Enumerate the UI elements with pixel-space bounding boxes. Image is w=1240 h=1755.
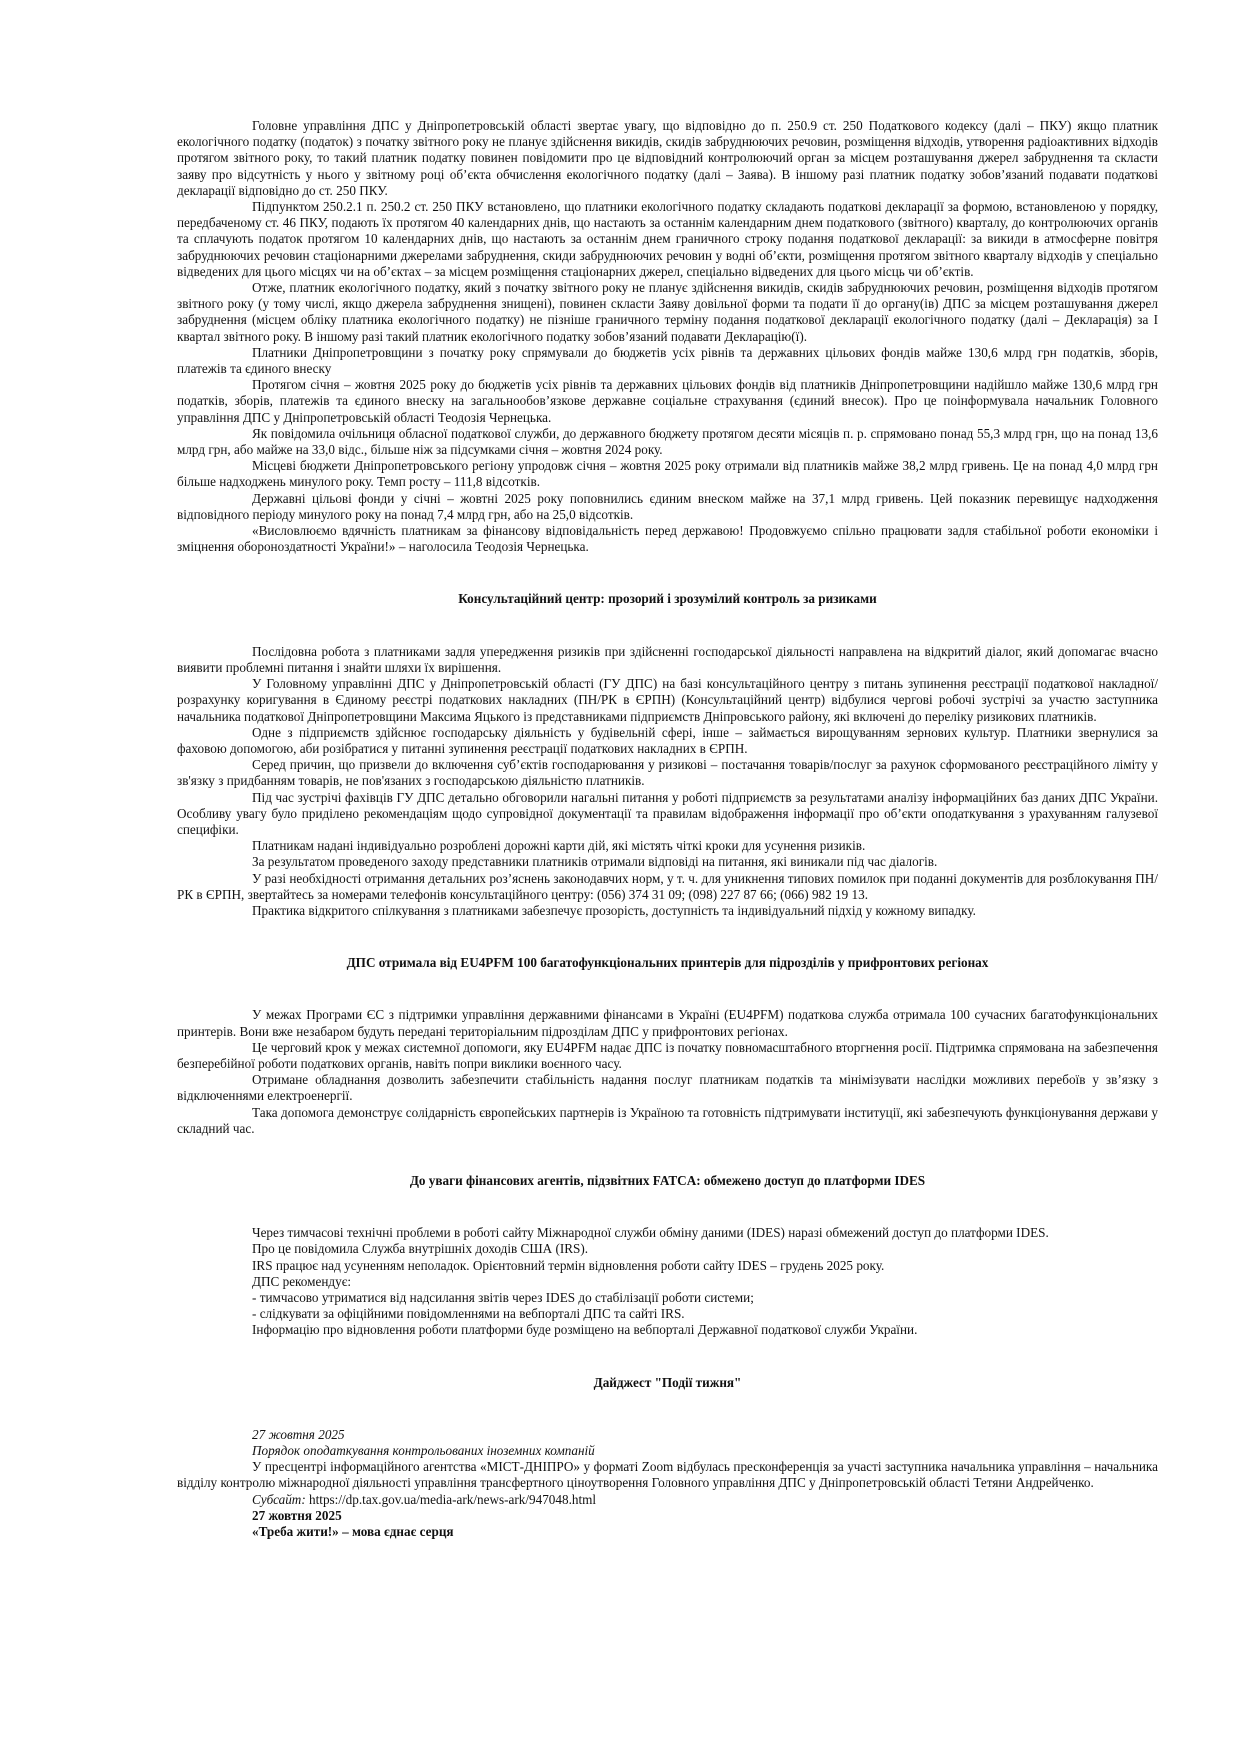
paragraph: Як повідомила очільниця обласної податкової служби, до державного бюджету протягом десяти місяців п. р. спрямовано понад 55,3 млрд грн, що на понад 13,6 млрд грн, або майже на 33,0 відс., більше ніж за підсумками січня – жовтня 2024 року. (177, 425, 1158, 458)
paragraph: Серед причин, що призвели до включення суб’єктів господарювання у ризикові – постачання товарів/послуг за рахунок сформованого реєстраційного ліміту у зв'язку з придбанням товарів, не пов'язаних з господарською діяльністю платників. (177, 757, 1158, 789)
source-label: Субсайт: (252, 1491, 306, 1507)
paragraph: Це черговий крок у межах системної допомоги, яку EU4PFM надає ДПС із початку повномасштабного вторгнення росії. Підтримка спрямована на забезпечення безперебійної роботи податкових органів, навіть попри виклики воєнного часу. (177, 1039, 1158, 1071)
paragraph: «Висловлюємо вдячність платникам за фінансову відповідальність перед державою! Продовжуємо спільно працювати задля стабільної роботи економіки і зміцнення обороноздатності України!» – наголосила Теодозія Чернецька. (177, 523, 1158, 555)
text-line: Про це повідомила Служба внутрішніх доходів США (IRS). (252, 1241, 589, 1257)
list-item: - тимчасово утриматися від надсилання звітів через IDES до стабілізації роботи системи; (252, 1289, 754, 1305)
spacer (177, 919, 1158, 955)
spacer (177, 1339, 1158, 1375)
paragraph: Послідовна робота з платниками задля упередження ризиків при здійсненні господарської діяльності направлена на відкритий діалог, який допомагає вчасно виявити проблемні питання і знайти шляхи їх вирішення. (177, 643, 1158, 675)
paragraph: За результатом проведеного заходу представники платників отримали відповіді на питання, які виникали під час діалогів. (252, 854, 938, 870)
list-item: - слідкувати за офіційними повідомленнями на вебпорталі ДПС та сайті IRS. (252, 1306, 685, 1322)
paragraph: Державні цільові фонди у січні – жовтні 2025 року поповнились єдиним внеском майже на 37,1 млрд гривень. Цей показник перевищує надходження відповідного періоду минулого року на понад 7,4 млрд грн, або на 25,0 відсотків. (177, 490, 1158, 522)
consult-section (177, 644, 1158, 919)
paragraph: Підпунктом 250.2.1 п. 250.2 ст. 250 ПКУ встановлено, що платники екологічного податку складають податкові декларації за формою, встановленою у порядку, передбаченому ст. 46 ПКУ, подають їх протягом 40 календарних днів, що настають за останнім календарним днем податкового (звітного) кварталу, до контролюючих органів та сплачують податок протягом 10 календарних днів, що настають за останнім днем граничного строку подання податкової декларації: за викиди в атмосферне повітря забруднюючих речовин стаціонарними джерелами забруднення, скиди забруднюючих речовин у водні об’єкти, розміщення протягом звітного кварталу відходів у спеціально відведених для цього місцях чи на об’єктах – за місцем розміщення стаціонарних джерел, спеціально відведених для цього місць чи об’єктів. (177, 199, 1158, 279)
spacer (177, 1137, 1158, 1173)
text-line: Через тимчасові технічні проблеми в роботі сайту Міжнародної служби обміну даними (IDES) наразі обмежений доступ до платформи IDES. (252, 1225, 1049, 1241)
paragraph: Головне управління ДПС у Дніпропетровській області звертає увагу, що відповідно до п. 250.9 ст. 250 Податкового кодексу (далі – ПКУ) якщо платник екологічного податку (податок) з початку звітного року не планує здійснення викидів, скидів забруднюючих речовин, розміщення відходів, утворення радіоактивних відходів протягом звітного року, то такий платник податку повинен повідомити про це відповідний контролюючий орган за місцем розташування джерел забруднення та скласти заяву про відсутність у нього у звітному році об’єкта обчислення екологічного податку (далі – Заява). В іншому разі платник податку зобов’язаний подавати податкові декларації відповідно до ст. 250 ПКУ. (177, 118, 1158, 198)
digest-date: 27 жовтня 2025 (252, 1426, 345, 1442)
paragraph: У Головному управлінні ДПС у Дніпропетровській області (ГУ ДПС) на базі консультаційного центру з питань зупинення реєстрації податкової накладної/розрахунку коригування в Єдиному реєстрі податкових накладних (ПН/РК в ЄРПН) (Консультаційний центр) відбулися чергові робочі зустрічі за участю заступника начальника податкової Дніпропетровщини Максима Яцького із представниками підприємств Дніпровського району, які включені до переліку ризикових платників. (177, 676, 1158, 724)
paragraph: Платникам надані індивідуально розроблені дорожні карти дій, які містять чіткі кроки для усунення ризиків. (252, 838, 866, 854)
section-heading-digest: Дайджест "Події тижня" (593, 1374, 742, 1390)
section-heading-printers: ДПС отримала від EU4PFM 100 багатофункціональних принтерів для підрозділів у прифронтових регіонах (346, 955, 989, 971)
source-link[interactable]: https://dp.tax.gov.ua/media-ark/news-ark/947048.html (309, 1491, 597, 1507)
spacer (177, 1391, 1158, 1427)
paragraph: У межах Програми ЄС з підтримки управління державними фінансами в Україні (EU4PFM) податкова служба отримала 100 сучасних багатофункціональних принтерів. Вони вже незабаром будуть передані територіальним підрозділам ДПС у прифронтових регіонах. (177, 1007, 1158, 1039)
printers-section (177, 1007, 1158, 1137)
spacer (177, 1189, 1158, 1225)
fatca-section (177, 1225, 1158, 1338)
digest-subtitle: Порядок оподаткування контрольованих іноземних компаній (252, 1443, 595, 1458)
text-line: ДПС рекомендує: (252, 1273, 352, 1289)
digest-source (177, 1492, 1158, 1508)
paragraph: Практика відкритого спілкування з платниками забезпечує прозорість, доступність та індивідуальний підхід у кожному випадку. (252, 902, 976, 918)
digest-body: У пресцентрі інформаційного агентства «МІСТ-ДНІПРО» у форматі Zoom відбулась пресконференція за участі заступника начальника управління – начальника відділу контролю міжнародної діяльності управління трансфертного ціноутворення Головного управління ДПС у Дніпропетровській області Тетяни Андрейченко. (177, 1459, 1158, 1491)
paragraph: Платники Дніпропетровщини з початку року спрямували до бюджетів усіх рівнів та державних цільових фондів майже 130,6 млрд грн податків, зборів, платежів та єдиного внеску (177, 344, 1158, 377)
text-line: IRS працює над усуненням неполадок. Орієнтовний термін відновлення роботи сайту IDES – грудень 2025 року. (252, 1257, 885, 1273)
paragraph: Протягом січня – жовтня 2025 року до бюджетів усіх рівнів та державних цільових фондів від платників Дніпропетровщини надійшло майже 130,6 млрд грн податків, зборів, платежів та єдиного внеску на загальнообов’язкове державне соціальне страхування (єдиний внесок). Про це поінформувала начальник Головного управління ДПС у Дніпропетровській області Теодозія Чернецька. (177, 377, 1158, 425)
paragraph: У разі необхідності отримання детальних роз’яснень законодавчих норм, у т. ч. для уникнення типових помилок при поданні документів для розблокування ПН/РК в ЄРПН, звертайтесь за номерами телефонів консультаційного центру: (056) 374 31 09; (098) 227 87 66; (066) 982 19 13. (177, 870, 1158, 902)
document-page (177, 118, 1158, 1540)
paragraph: Отримане обладнання дозволить забезпечити стабільність надання послуг платникам податків та мінімізувати наслідки можливих перебоїв у зв’язку з відключеннями електроенергії. (177, 1072, 1158, 1104)
paragraph: Місцеві бюджети Дніпропетровського регіону упродовж січня – жовтня 2025 року отримали від платників майже 38,2 млрд гривень. Це на понад 4,0 млрд грн більше надходжень минулого року. Темп росту – 111,8 відсотків. (177, 458, 1158, 490)
section-heading-fatca: До уваги фінансових агентів, підзвітних FATCA: обмежено доступ до платформи IDES (409, 1172, 926, 1188)
paragraph: Така допомога демонструє солідарність європейських партнерів із Україною та готовність підтримувати інституції, які забезпечують функціонування держави у складний час. (177, 1104, 1158, 1136)
section-heading-consult-center: Консультаційний центр: прозорий і зрозумілий контроль за ризиками (458, 591, 877, 607)
paragraph: Одне з підприємств здійснює господарську діяльність у будівельній сфері, інше – займається вирощуванням зернових культур. Платники звернулися за фаховою допомогою, аби розібратися у питанні зупинення реєстрації податкових накладних в ЄРПН. (177, 724, 1158, 756)
digest-section (177, 1427, 1158, 1540)
paragraph: Під час зустрічі фахівців ГУ ДПС детально обговорили нагальні питання у роботі підприємств за результатами аналізу інформаційних баз даних ДПС України. Особливу увагу було приділено рекомендаціям щодо супровідної документації та правилам відображення інформації про об’єкти оподаткування з урахуванням галузевої специфіки. (177, 789, 1158, 837)
spacer (177, 971, 1158, 1007)
digest-title: «Треба жити!» – мова єднає серця (252, 1524, 454, 1540)
spacer (177, 608, 1158, 644)
spacer (177, 555, 1158, 591)
digest-date: 27 жовтня 2025 (252, 1507, 342, 1523)
intro-section (177, 118, 1158, 555)
paragraph: Отже, платник екологічного податку, який з початку звітного року не планує здійснення викидів, скидів забруднюючих речовин, розміщення відходів протягом звітного року (у тому числі, якщо джерела забруднення знищені), повинен скласти Заяву довільної форми та подати її до органу(ів) ДПС за місцем розташування джерел забруднення (місцем обліку платника екологічного податку) не пізніше граничного терміну подання податкової декларації екологічного податку (далі – Декларація) за І квартал звітного року. В іншому разі такий платник екологічного податку зобов’язаний подавати Декларацію(ї). (177, 280, 1158, 344)
text-line: Інформацію про відновлення роботи платформи буде розміщено на вебпорталі Державної податкової служби України. (252, 1322, 918, 1338)
